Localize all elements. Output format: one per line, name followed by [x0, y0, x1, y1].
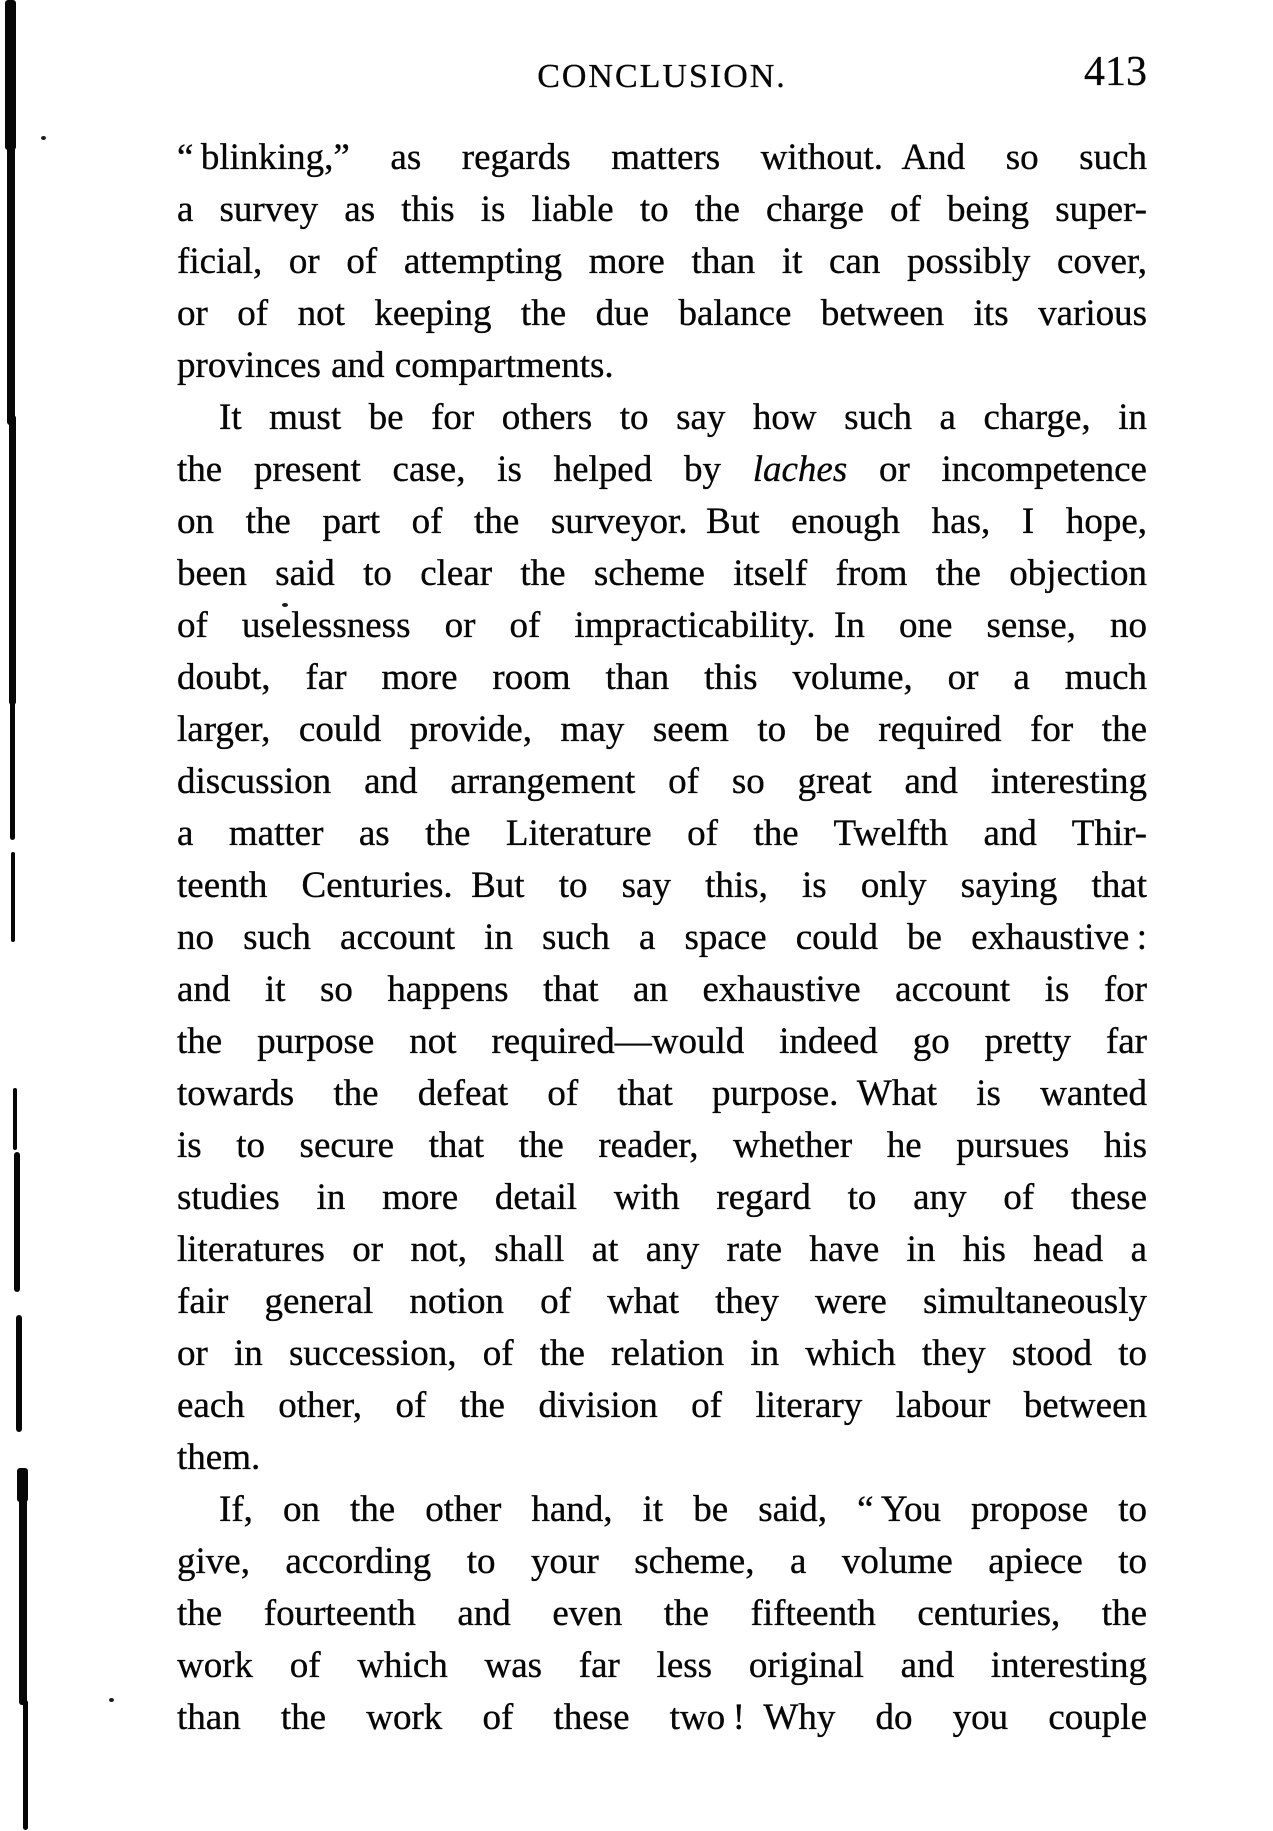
- binding-line-segment: [16, 1315, 22, 1432]
- text-segment: provinces and compartments.: [177, 345, 614, 386]
- text-segment: doubt, far more room than this volume, or a much: [177, 657, 1147, 698]
- text-line: [177, 860, 1147, 912]
- text-line: [177, 1016, 1147, 1068]
- binding-line-segment: [9, 415, 16, 705]
- binding-line: [0, 0, 40, 1831]
- text-segment: discussion and arrangement of so great and interesting: [177, 761, 1147, 802]
- text-line: [177, 1484, 1147, 1536]
- text-line: [177, 756, 1147, 808]
- text-line: [177, 392, 1147, 444]
- text-segment: them.: [177, 1437, 261, 1478]
- text-line: [177, 1588, 1147, 1640]
- text-segment: the purpose not required—would indeed go pretty far: [177, 1021, 1147, 1062]
- text-line: [177, 1640, 1147, 1692]
- binding-line-segment: [19, 1470, 27, 1705]
- text-segment: on the part of the surveyor. But enough has, I hope,: [177, 501, 1147, 542]
- text-line: [177, 1692, 1147, 1744]
- page-number: 413: [1084, 49, 1147, 95]
- text-segment: give, according to your scheme, a volume apiece to: [177, 1541, 1147, 1582]
- scan-speck: [109, 1698, 114, 1702]
- text-segment: of uselessness or of impracticability. In one sense, no: [177, 605, 1147, 646]
- italic-text: laches: [752, 449, 848, 490]
- text-segment: and it so happens that an exhaustive account is for: [177, 969, 1147, 1010]
- text-line: [177, 496, 1147, 548]
- text-segment: ficial, or of attempting more than it can possibly cover,: [177, 241, 1147, 282]
- text-line: [177, 236, 1147, 288]
- text-line: [177, 808, 1147, 860]
- text-segment: no such account in such a space could be exhaustive :: [177, 917, 1147, 958]
- text-segment: each other, of the division of literary labour between: [177, 1385, 1147, 1426]
- text-segment: than the work of these two ! Why do you couple: [177, 1697, 1147, 1738]
- text-segment: a survey as this is liable to the charge of being super-: [177, 189, 1147, 230]
- text-line: [177, 1432, 1147, 1484]
- text-line: [177, 1224, 1147, 1276]
- text-segment: studies in more detail with regard to any of these: [177, 1177, 1147, 1218]
- running-head: [177, 49, 1147, 104]
- binding-line-segment: [7, 140, 15, 425]
- text-segment: work of which was far less original and interesting: [177, 1645, 1147, 1686]
- text-line: [177, 964, 1147, 1016]
- text-segment: teenth Centuries. But to say this, is only saying that: [177, 865, 1147, 906]
- text-segment: is to secure that the reader, whether he pursues his: [177, 1125, 1147, 1166]
- text-segment: “ blinking,” as regards matters without. And so such: [177, 137, 1147, 178]
- text-line: [177, 444, 1147, 496]
- text-line: [177, 652, 1147, 704]
- running-title: CONCLUSION.: [537, 58, 787, 95]
- text-segment: It must be for others to say how such a charge, in: [219, 397, 1147, 438]
- text-segment: literatures or not, shall at any rate have in his head a: [177, 1229, 1147, 1270]
- binding-line-segment: [14, 1152, 20, 1292]
- text-line: [177, 600, 1147, 652]
- text-line: [177, 1068, 1147, 1120]
- text-line: [177, 1536, 1147, 1588]
- text-line: [177, 184, 1147, 236]
- binding-line-segment: [10, 700, 15, 840]
- text-line: [177, 1276, 1147, 1328]
- text-segment: or incompetence: [847, 449, 1147, 490]
- text-segment: a matter as the Literature of the Twelfth and Thir-: [177, 813, 1147, 854]
- binding-line-segment: [13, 1088, 17, 1150]
- text-segment: towards the defeat of that purpose. What is wanted: [177, 1073, 1147, 1114]
- binding-line-segment: [23, 1700, 28, 1830]
- text-segment: or in succession, of the relation in which they stood to: [177, 1333, 1147, 1374]
- text-line: [177, 1380, 1147, 1432]
- text-line: [177, 132, 1147, 184]
- page-body: [177, 132, 1147, 1744]
- text-segment: been said to clear the scheme itself from the objection: [177, 553, 1147, 594]
- scan-speck: [41, 136, 46, 140]
- text-line: [177, 548, 1147, 600]
- text-line: [177, 704, 1147, 756]
- text-line: [177, 288, 1147, 340]
- text-segment: the present case, is helped by: [177, 449, 753, 490]
- text-segment: or of not keeping the due balance between its various: [177, 293, 1147, 334]
- text-line: [177, 1120, 1147, 1172]
- binding-line-segment: [11, 852, 15, 942]
- text-segment: the fourteenth and even the fifteenth centuries, the: [177, 1593, 1147, 1634]
- text-line: [177, 1172, 1147, 1224]
- binding-line-segment: [5, 0, 16, 150]
- text-segment: If, on the other hand, it be said, “ You propose to: [219, 1489, 1147, 1530]
- text-segment: larger, could provide, may seem to be required for the: [177, 709, 1147, 750]
- text-line: [177, 912, 1147, 964]
- text-line: [177, 340, 1147, 392]
- text-line: [177, 1328, 1147, 1380]
- text-segment: fair general notion of what they were simultaneously: [177, 1281, 1147, 1322]
